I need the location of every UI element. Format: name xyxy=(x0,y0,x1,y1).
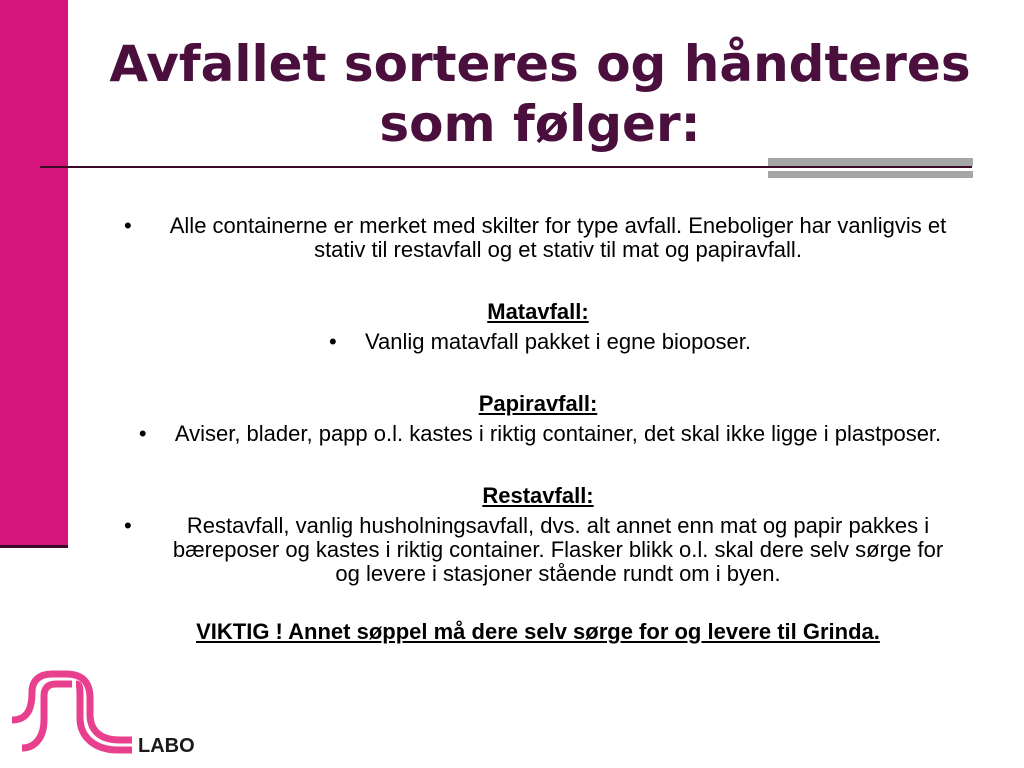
section-text-restavfall: Restavfall, vanlig husholningsavfall, dvs. alt annet enn mat og papir pakkes i bæreposer og kastes i riktig container. Flasker blikk o.l. skal dere selv sørge for og levere i stasjoner stående rundt om i byen. xyxy=(172,513,944,586)
section-text-papiravfall: Aviser, blader, papp o.l. kastes i riktig container, det skal ikke ligge i plastposer. xyxy=(174,421,942,446)
section-heading-matavfall: Matavfall: xyxy=(487,299,589,324)
section-heading-papiravfall: Papiravfall: xyxy=(478,391,598,416)
slide-title: Avfallet sorteres og håndteres som følger: xyxy=(109,35,971,153)
important-note: VIKTIG ! Annet søppel må dere selv sørge for og levere til Grinda. xyxy=(196,619,880,644)
accent-side-bar xyxy=(0,0,68,545)
accent-side-bar-base xyxy=(0,545,68,548)
bullet-symbol: • xyxy=(328,329,337,354)
title-divider xyxy=(40,166,972,168)
section-bullet-matavfall xyxy=(120,330,956,354)
decor-grey-bar-top xyxy=(768,158,973,166)
section-text-matavfall: Vanlig matavfall pakket i egne bioposer. xyxy=(364,329,752,354)
bullet-symbol: • xyxy=(124,513,132,538)
decor-grey-bar-bottom xyxy=(768,171,973,178)
logo-text: LABO xyxy=(138,735,195,757)
intro-bullet xyxy=(120,214,956,262)
slide-body xyxy=(120,214,956,644)
bullet-symbol: • xyxy=(124,213,132,238)
bullet-symbol: • xyxy=(138,421,147,446)
labo-logo-icon xyxy=(10,668,210,758)
section-bullet-restavfall xyxy=(120,514,956,586)
section-bullet-papiravfall xyxy=(120,422,956,446)
section-heading-restavfall: Restavfall: xyxy=(482,483,594,508)
intro-text: Alle containerne er merket med skilter for type avfall. Eneboliger har vanligvis et stativ til restavfall og et stativ til mat og papiravfall. xyxy=(169,213,947,262)
labo-logo xyxy=(10,668,210,758)
